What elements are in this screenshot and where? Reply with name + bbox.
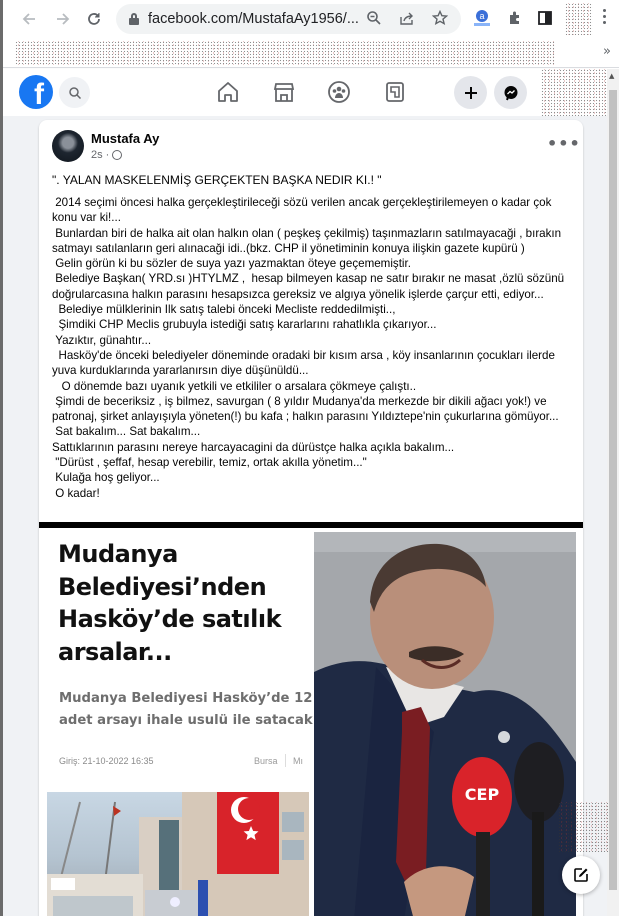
groups-icon <box>326 79 352 105</box>
url-text[interactable]: facebook.com/MustafaAy1956/... <box>148 11 359 27</box>
post-time[interactable]: 2s <box>91 149 103 161</box>
clipping-separator <box>285 754 286 767</box>
post-paragraph: O kadar! <box>52 486 100 500</box>
star-icon[interactable] <box>431 10 449 28</box>
scroll-up-arrow[interactable]: ▲ <box>609 72 615 80</box>
post-body <box>52 195 577 501</box>
post-paragraph: Bunlardan biri de halka ait olan halkın olan ( peşkeş çekilmiş) taşınmazların satılmayacaği , bırakın satmayı satılanların geri alınacaği idi..(bkz. CHP il yönetiminin konuya ilişkin gazete kupürü ) <box>52 226 565 255</box>
new-message-button[interactable] <box>562 856 600 894</box>
extension-badge-icon[interactable] <box>471 7 493 29</box>
clipping-category-2: Mı <box>293 756 303 766</box>
post-title: ". YALAN MASKELENMİŞ GERÇEKTEN BAŞKA NEDIR KI.! " <box>52 173 382 187</box>
globe-icon <box>112 150 122 160</box>
nav-marketplace[interactable] <box>271 79 297 105</box>
more-options-button[interactable]: ••• <box>547 134 581 153</box>
municipality-building-photo <box>47 792 309 916</box>
post-paragraph: Gelin görün ki bu sözler de suya yazı yazmaktan öteye geçememiştir. <box>52 257 411 271</box>
post-paragraph: Yazıktır, günahtır... <box>52 333 152 347</box>
lock-icon <box>129 13 139 25</box>
clipping-headline: Mudanya Belediyesi’nden Hasköy’de satılık arsalar... <box>58 540 282 666</box>
puzzle-icon[interactable] <box>504 7 526 29</box>
back-icon <box>21 11 37 27</box>
post-paragraph: Belediye Başkan( YRD.sı )HTYLMZ , hesap bilmeyen kasap ne satır bırakır ne masat ,özlü sözünü doğrularcasına halkın parasını hesapsızca gereksiz ve algıya yönelik işlerde çarçur etti, ediyor... <box>52 272 568 301</box>
forward-button[interactable] <box>49 5 77 33</box>
gaming-icon <box>382 79 408 105</box>
clipping-date: Giriş: 21-10-2022 16:35 <box>59 756 154 766</box>
share-icon[interactable] <box>398 10 416 28</box>
back-button[interactable] <box>15 5 43 33</box>
author-avatar[interactable] <box>52 130 84 162</box>
clipping-category: Bursa <box>254 756 278 766</box>
bookmarks-overflow-button[interactable]: » <box>603 44 611 59</box>
clipping-subheadline: Mudanya Belediyesi Hasköy’de 12 adet arsayı ihale usulü ile satacak <box>59 691 313 728</box>
post-paragraph: Hasköy'de önceki belediyeler döneminde oradaki bir kısım arsa , köy insanlarının çocukları ilerde yuva kurduklarında yararlanırsın diye düşünüldü... <box>52 348 559 378</box>
facebook-header <box>3 69 607 116</box>
news-feed <box>3 116 607 916</box>
post-paragraph: Sat bakalım... Sat bakalım... <box>52 425 201 439</box>
zoom-out-icon[interactable] <box>365 10 383 28</box>
reload-icon <box>86 11 102 27</box>
messenger-icon <box>503 85 519 101</box>
nav-home[interactable] <box>215 79 241 105</box>
meta-separator: · <box>105 149 110 161</box>
bookmarks-redacted <box>15 41 555 65</box>
nav-gaming[interactable] <box>382 79 408 105</box>
sidepanel-icon[interactable] <box>534 7 556 29</box>
home-icon <box>215 79 241 105</box>
news-clipping-image[interactable] <box>39 528 312 916</box>
address-bar[interactable] <box>116 4 461 34</box>
nav-groups[interactable] <box>326 79 352 105</box>
post-paragraph: Şimdiki CHP Meclis grubuyla istediği satış kararlarını rahatlıkla çıkarıyor... <box>52 318 437 332</box>
microphone-label: CEP <box>464 785 500 804</box>
post-paragraph: Kulağa hoş geliyor... <box>52 471 160 485</box>
post-meta <box>91 149 122 161</box>
search-icon <box>68 86 82 100</box>
account-icon[interactable] <box>541 69 607 119</box>
post-paragraph: O dönemde bazı uyanık yetkili ve etkililer o arsalara çökmeye çalıştı.. <box>52 379 417 393</box>
reload-button[interactable] <box>80 5 108 33</box>
post-paragraph: Belediye mülklerinin Ilk satış talebi önceki Mecliste reddedilmişti.., <box>52 303 396 317</box>
post-paragraph: 2014 seçimi öncesi halka gerçekleştirileceği sözü verilen ancak gerçekleştirilemeyen o kadar çok konu var ki!... <box>52 196 555 225</box>
compose-icon <box>573 867 589 883</box>
profile-icon[interactable] <box>565 3 593 35</box>
post-paragraph: Sattıklarının parasını nereye harcayacagini da dürüstçe halka açıkla bakalım... <box>52 440 455 454</box>
post-paragraph: Şimdi de beceriksiz , iş bilmez, savurgan ( 8 yıldır Mudanya'da merkezde bir dikili ağacı yok!) ve patronaj, şirket anlayışıyla yöneten(!) bu kafa ; halkın parasını Yıldıztepe'nin çukurlarına gömüyor... <box>52 394 559 424</box>
search-button[interactable] <box>59 77 90 108</box>
forward-icon <box>55 11 71 27</box>
marketplace-icon <box>271 79 297 105</box>
redacted-overlay <box>558 802 608 852</box>
author-name[interactable]: Mustafa Ay <box>91 131 160 146</box>
post-paragraph: "Dürüst , şeffaf, hesap verebilir, temiz, ortak akılla yönetim..." <box>52 456 367 470</box>
post-card <box>39 120 583 916</box>
browser-toolbar <box>3 0 619 38</box>
svg-text:a: a <box>479 11 485 21</box>
messenger-button[interactable] <box>494 76 527 109</box>
facebook-logo[interactable]: f <box>19 75 53 109</box>
scrollbar-thumb[interactable] <box>609 90 617 890</box>
create-button[interactable] <box>454 76 487 109</box>
bookmarks-bar <box>3 38 619 68</box>
kebab-menu-icon[interactable] <box>603 9 607 27</box>
portrait-photo[interactable] <box>314 532 576 916</box>
create-icon <box>464 86 478 100</box>
